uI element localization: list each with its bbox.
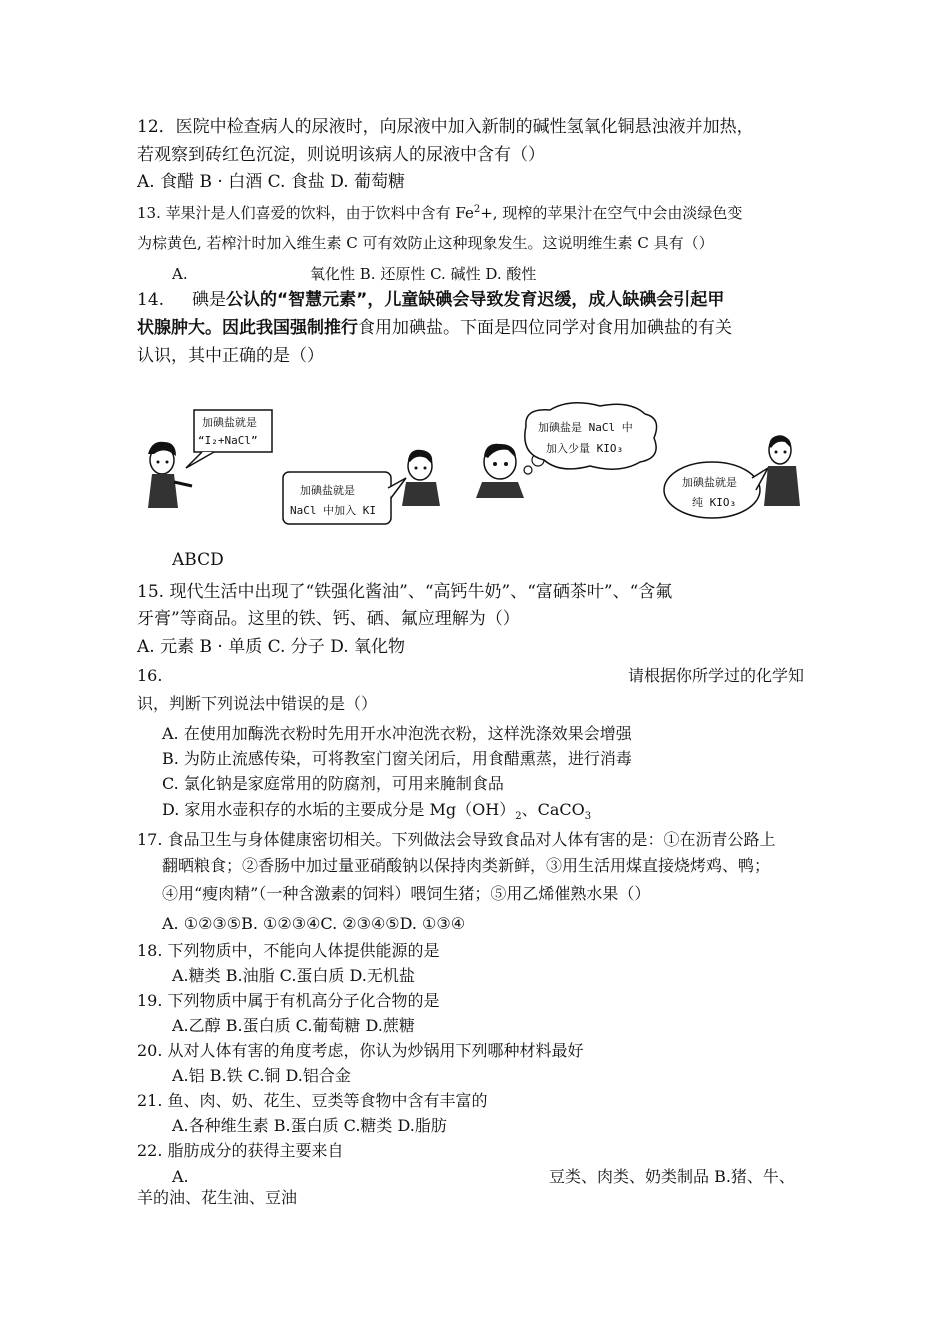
q22-line3: 羊的油、花生油、豆油 (137, 1188, 298, 1207)
q13-option-label: A. (172, 265, 188, 283)
q17-options: A. ①②③⑤B. ①②③④C. ②③④⑤D. ①③④ (162, 914, 466, 933)
bubble-c-line1: 加碘盐是 NaCl 中 (538, 421, 633, 434)
q17-line3: ④用“瘦肉精”（一种含激素的饲料）喂饲生猪；⑤用乙烯催熟水果（） (162, 884, 651, 903)
q14-line3: 认识，其中正确的是（） (137, 346, 324, 366)
q16-option-a: A. 在使用加酶洗衣粉时先用开水冲泡洗衣粉，这样洗涤效果会增强 (162, 724, 632, 743)
q17-line2: 翻晒粮食；②香肠中加过量亚硝酸钠以保持肉类新鲜，③用生活用煤直接烧烤鸡、鸭； (162, 856, 771, 875)
q16-option-c: C. 氯化钠是家庭常用的防腐剂，可用来腌制食品 (162, 774, 504, 793)
q14-line2: 状腺肿大。因此我国强制推行食用加碘盐。下面是四位同学对食用加碘盐的有关 (137, 318, 732, 338)
student-d-figure (764, 436, 800, 506)
q16-number: 16. (137, 666, 163, 685)
iodized-salt-cartoon (140, 398, 820, 538)
bubble-d-line1: 加碘盐就是 (682, 476, 737, 489)
speech-bubble-b (283, 472, 406, 524)
bubble-a-line2: “I₂+NaCl” (198, 434, 258, 447)
thought-cloud-c (524, 403, 657, 474)
q16-line1: 请根据你所学过的化学知 (628, 666, 805, 685)
q16-option-d: D. 家用水壶积存的水垢的主要成分是 $Mg(OH)_2$、CaCO$_3$ (162, 800, 592, 823)
bubble-b-line2: NaCl 中加入 KI (290, 504, 376, 517)
q12-line1: 12．医院中检查病人的尿液时，向尿液中加入新制的碱性氢氧化铜悬浊液并加热， (137, 117, 754, 137)
student-a-figure (148, 442, 192, 508)
speech-bubble-d (664, 462, 768, 518)
q13-options: 氧化性 B. 还原性 C. 碱性 D. 酸性 (310, 265, 537, 283)
student-b-figure (402, 450, 440, 506)
q15-options: A. 元素 B · 单质 C. 分子 D. 氧化物 (137, 637, 406, 657)
q12-options: A. 食醋 B · 白酒 C. 食盐 D. 葡萄糖 (137, 172, 406, 192)
q22-options: 豆类、肉类、奶类制品 B.猪、牛、 (549, 1167, 795, 1186)
bubble-c-line2: 加入少量 KIO₃ (546, 442, 624, 455)
q18-stem: 18. 下列物质中，不能向人体提供能源的是 (137, 941, 440, 960)
q17-line1: 17. 食品卫生与身体健康密切相关。下列做法会导致食品对人体有害的是：①在沥青公路上 (137, 830, 776, 849)
bubble-d-line2: 纯 KIO₃ (692, 496, 737, 509)
q14-line1: 碘是公认的“智慧元素”，儿童缺碘会导致发育迟缓，成人缺碘会引起甲 (192, 290, 725, 310)
q12-line2: 若观察到砖红色沉淀，则说明该病人的尿液中含有（） (137, 145, 545, 165)
q16-option-b: B. 为防止流感传染，可将教室门窗关闭后，用食醋熏蒸，进行消毒 (162, 749, 632, 768)
q16-line2: 识，判断下列说法中错误的是（） (137, 694, 378, 713)
q21-options: A.各种维生素 B.蛋白质 C.糖类 D.脂肪 (172, 1116, 447, 1135)
q18-options: A.糖类 B.油脂 C.蛋白质 D.无机盐 (172, 966, 415, 985)
q22-stem: 22. 脂肪成分的获得主要来自 (137, 1141, 344, 1160)
speech-bubble-a (186, 410, 272, 468)
bubble-b-line1: 加碘盐就是 (300, 484, 355, 497)
bubble-a-line1: 加碘盐就是 (202, 416, 257, 429)
q14-number: 14. (137, 290, 165, 310)
q13-line2: 为棕黄色, 若榨汁时加入维生素 C 可有效防止这种现象发生。这说明维生素 C 具有（） (137, 234, 714, 252)
q15-line1: 15. 现代生活中出现了“铁强化酱油”、“高钙牛奶”、“富硒茶叶”、“含氟 (137, 582, 673, 602)
q20-options: A.铝 B.铁 C.铜 D.铝合金 (172, 1066, 351, 1085)
q20-stem: 20. 从对人体有害的角度考虑，你认为炒锅用下列哪种材料最好 (137, 1041, 584, 1060)
q21-stem: 21. 鱼、肉、奶、花生、豆类等食物中含有丰富的 (137, 1091, 488, 1110)
q13-line1: 13. 苹果汁是人们喜爱的饮料，由于饮料中含有 $Fe^2+$, 现榨的苹果汁在空气中会由淡绿色变 (137, 204, 743, 222)
q19-stem: 19. 下列物质中属于有机高分子化合物的是 (137, 991, 440, 1010)
q14-figure-labels: ABCD (172, 550, 224, 570)
q15-line2: 牙膏”等商品。这里的铁、钙、硒、氟应理解为（） (137, 609, 520, 629)
q22-option-label: A. (172, 1167, 189, 1186)
student-c-figure (476, 444, 524, 498)
q19-options: A.乙醇 B.蛋白质 C.葡萄糖 D.蔗糖 (172, 1016, 415, 1035)
